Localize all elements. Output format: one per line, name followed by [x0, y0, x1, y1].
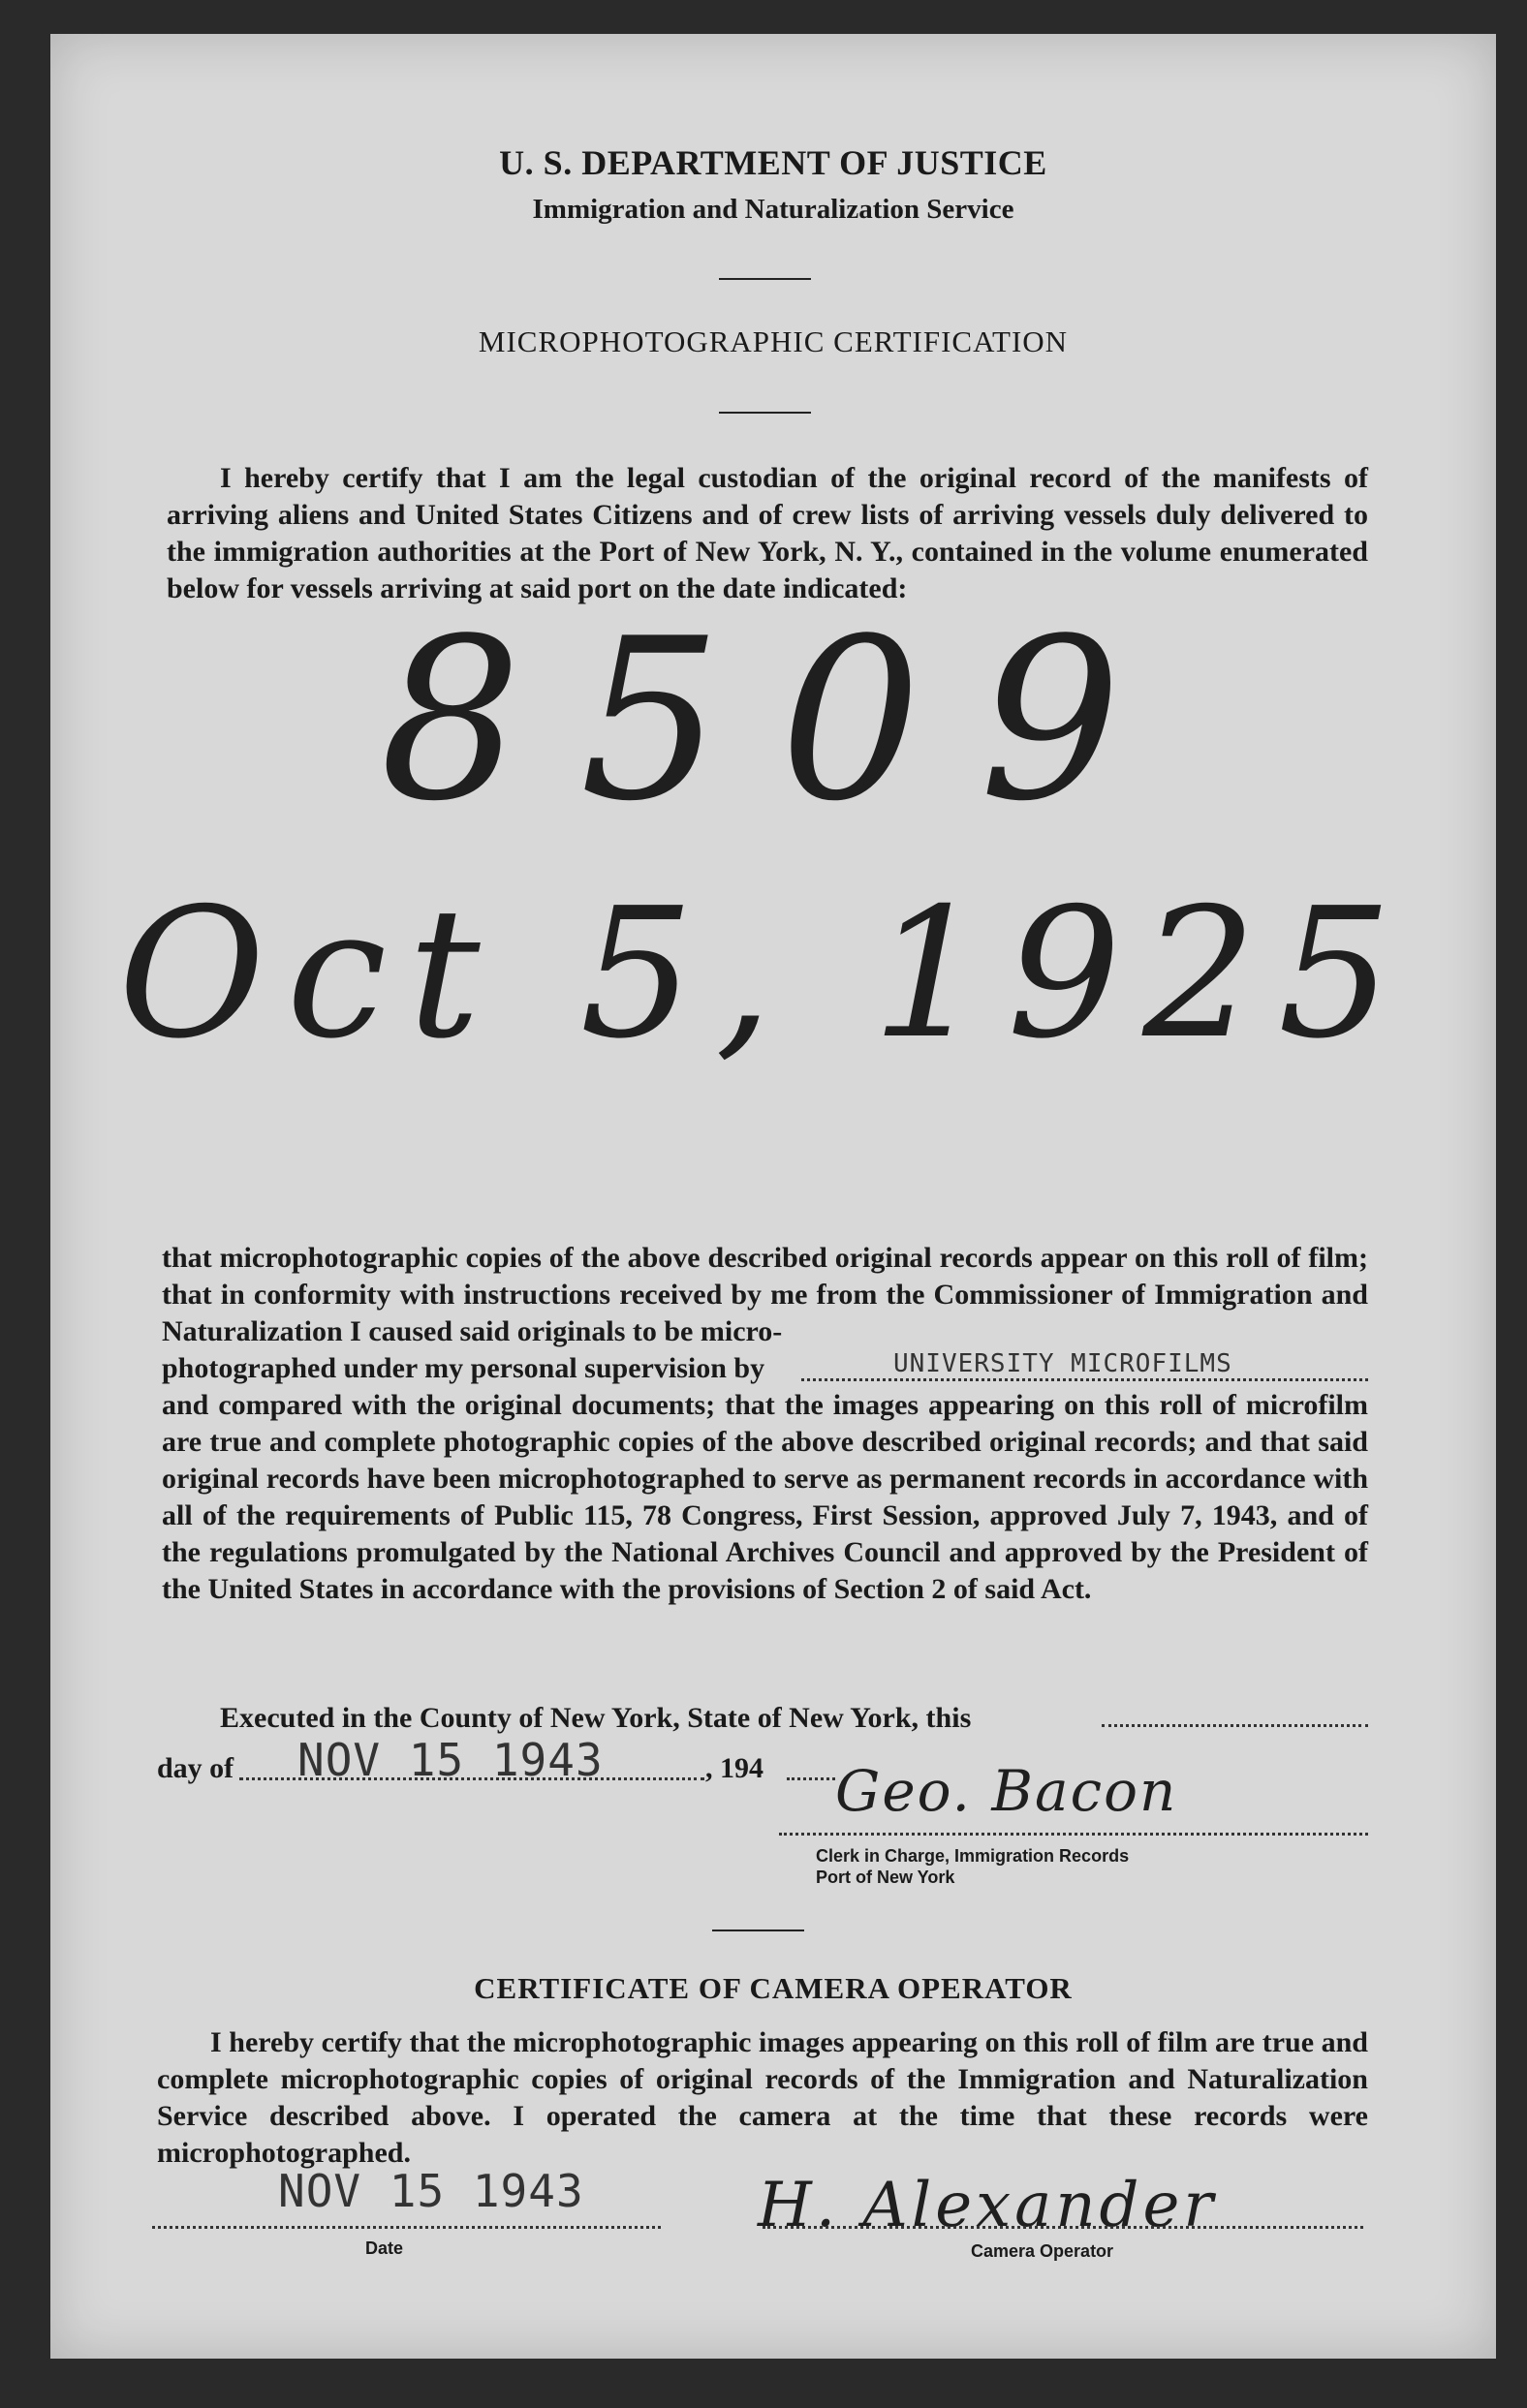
divider — [712, 1929, 804, 1931]
body-text-part1: that microphotographic copies of the above described original records appear on this roll of film; that in conformity with instructions received by me from the Commissioner of Immigration and Naturalization I caused said originals to be micro- — [162, 1242, 1368, 1347]
executed-text: Executed in the County of New York, State of New York, this — [220, 1702, 972, 1734]
divider — [719, 412, 811, 414]
year-label: , 194 — [705, 1752, 764, 1784]
day-of-label: day of — [157, 1752, 234, 1784]
clerk-title-line1: Clerk in Charge, Immigration Records — [816, 1846, 1130, 1866]
operator-title: CERTIFICATE OF CAMERA OPERATOR — [474, 1971, 1073, 2005]
intro-paragraph — [167, 460, 1368, 607]
clerk-title-line2: Port of New York — [816, 1868, 955, 1887]
divider — [719, 278, 811, 280]
clerk-signature-line — [779, 1833, 1368, 1836]
operator-paragraph — [157, 2024, 1368, 2172]
operator-signature: H. Alexander — [758, 2170, 1217, 2241]
executed-dots — [1102, 1724, 1368, 1727]
handwritten-volume-date: Oct 5, 1925 — [118, 869, 1414, 1078]
clerk-signature: Geo. Bacon — [835, 1758, 1178, 1824]
clerk-title — [816, 1845, 1129, 1888]
department-heading: U. S. DEPARTMENT OF JUSTICE — [499, 143, 1047, 182]
date-label: Date — [365, 2238, 404, 2258]
intro-text: I hereby certify that I am the legal custodian of the original record of the manifests of arriving aliens and United States Citizens and of crew lists of arriving vessels duly delivered to the immigration authorities at the Port of New York, N. Y., contained in the volume enumerated below for vessels arriving at said port on the date indicated: — [167, 462, 1368, 604]
by-line-dots — [801, 1378, 1368, 1381]
operator-signature-line — [763, 2226, 1363, 2229]
certification-title: MICROPHOTOGRAPHIC CERTIFICATION — [478, 324, 1069, 358]
handwritten-volume-number: 8509 — [380, 592, 1180, 850]
execution-date-stamp: NOV 15 1943 — [297, 1734, 604, 1786]
body-paragraph — [162, 1240, 1368, 1608]
year-dots — [787, 1777, 835, 1780]
operator-date-line — [152, 2226, 661, 2229]
by-line-label: photographed under my personal supervision by — [162, 1352, 765, 1384]
camera-operator-label: Camera Operator — [971, 2241, 1114, 2261]
company-stamp: UNIVERSITY MICROFILMS — [893, 1349, 1232, 1378]
operator-date-stamp: NOV 15 1943 — [278, 2165, 584, 2217]
body-text-part2: and compared with the original documents; that the images appearing on this roll of microfilm are true and complete photographic copies of the above described original records; and that said original records have been microphotographed to serve as permanent records in accordance with all of the requirements of Public 115, 78 Congress, First Session, approved July 7, 1943, and of the regulations promulgated by the National Archives Council and approved by the President of the United States in accordance with the provisions of Section 2 of said Act. — [162, 1389, 1368, 1605]
document-page — [50, 34, 1496, 2359]
operator-text: I hereby certify that the microphotographic images appearing on this roll of film are true and complete microphotographic copies of original records of the Immigration and Naturalization Service described above. I operated the camera at the time that these records were microphotographed. — [157, 2026, 1368, 2169]
service-heading: Immigration and Naturalization Service — [532, 194, 1014, 225]
